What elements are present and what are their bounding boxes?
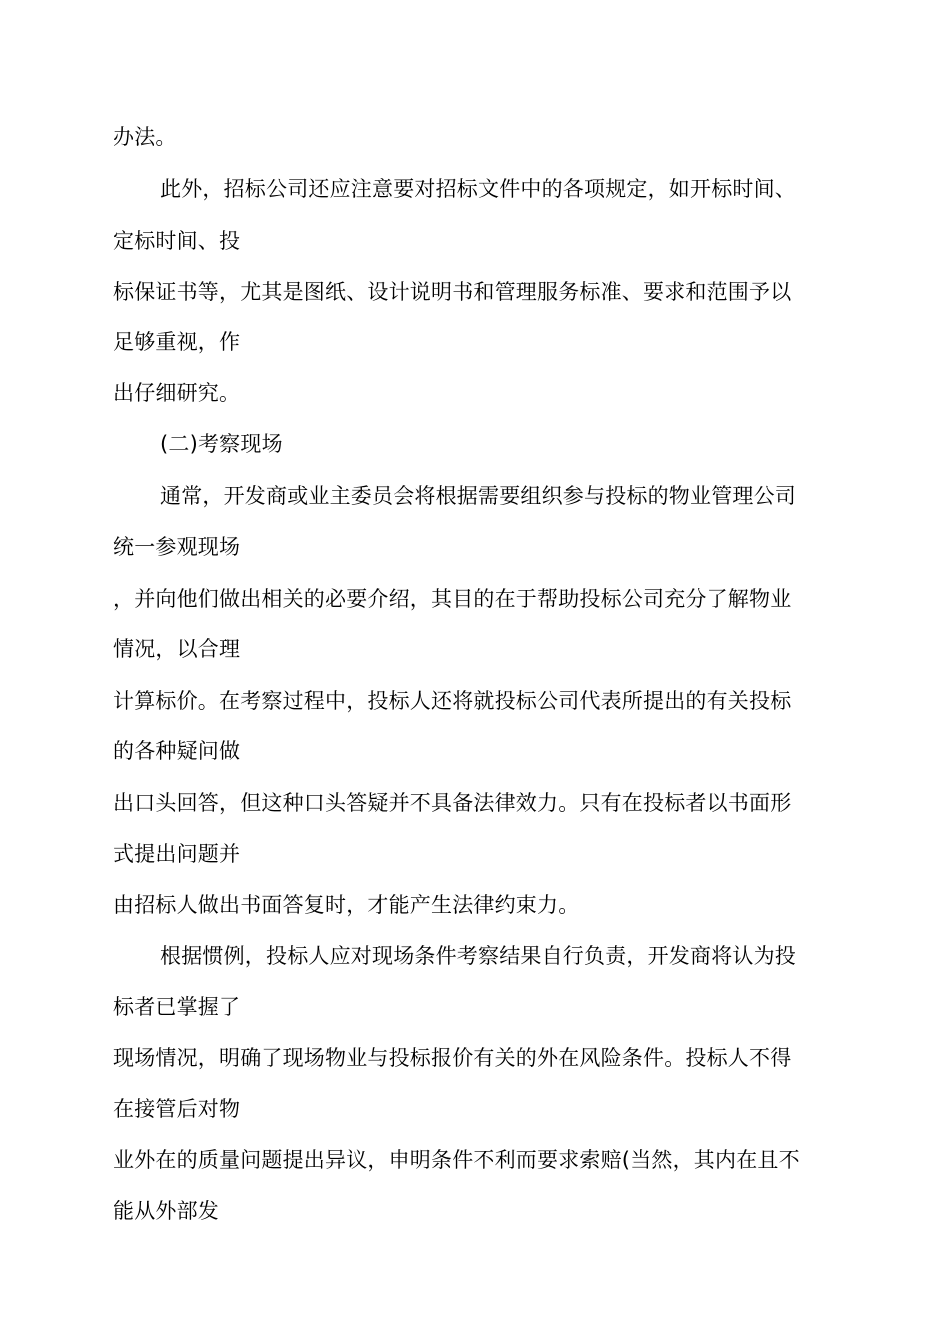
paragraph-first-line: 根据惯例，投标人应对现场条件考察结果自行负责，开发商将认为投 [160, 944, 796, 968]
section-heading: (二)考察现场 [160, 432, 283, 456]
text-line: 标者已掌握了 [113, 995, 241, 1019]
paragraph-first-line: 此外，招标公司还应注意要对招标文件中的各项规定，如开标时间、 [160, 177, 796, 201]
text-line: 业外在的质量问题提出异议，申明条件不利而要求索赔(当然，其内在且不 [113, 1148, 800, 1172]
text-line: 足够重视，作 [113, 330, 241, 354]
text-line: 统一参观现场 [113, 535, 241, 559]
text-line: 式提出问题并 [113, 842, 241, 866]
text-line: ，并向他们做出相关的必要介绍，其目的在于帮助投标公司充分了解物业 [113, 587, 792, 611]
text-line: 定标时间、投 [113, 229, 241, 253]
text-line: 办法。 [113, 125, 177, 149]
text-line: 现场情况，明确了现场物业与投标报价有关的外在风险条件。投标人不得 [113, 1046, 792, 1070]
text-line: 出仔细研究。 [113, 381, 241, 405]
paragraph-first-line: 通常，开发商或业主委员会将根据需要组织参与投标的物业管理公司 [160, 484, 796, 508]
text-line: 出口头回答，但这种口头答疑并不具备法律效力。只有在投标者以书面形 [113, 791, 792, 815]
text-line: 标保证书等，尤其是图纸、设计说明书和管理服务标准、要求和范围予以 [113, 280, 792, 304]
text-line: 由招标人做出书面答复时，才能产生法律约束力。 [113, 893, 580, 917]
text-line: 的各种疑问做 [113, 739, 241, 763]
text-line: 在接管后对物 [113, 1097, 241, 1121]
text-line: 能从外部发 [113, 1199, 219, 1223]
text-line: 计算标价。在考察过程中，投标人还将就投标公司代表所提出的有关投标 [113, 689, 792, 713]
text-line: 情况，以合理 [113, 637, 241, 661]
